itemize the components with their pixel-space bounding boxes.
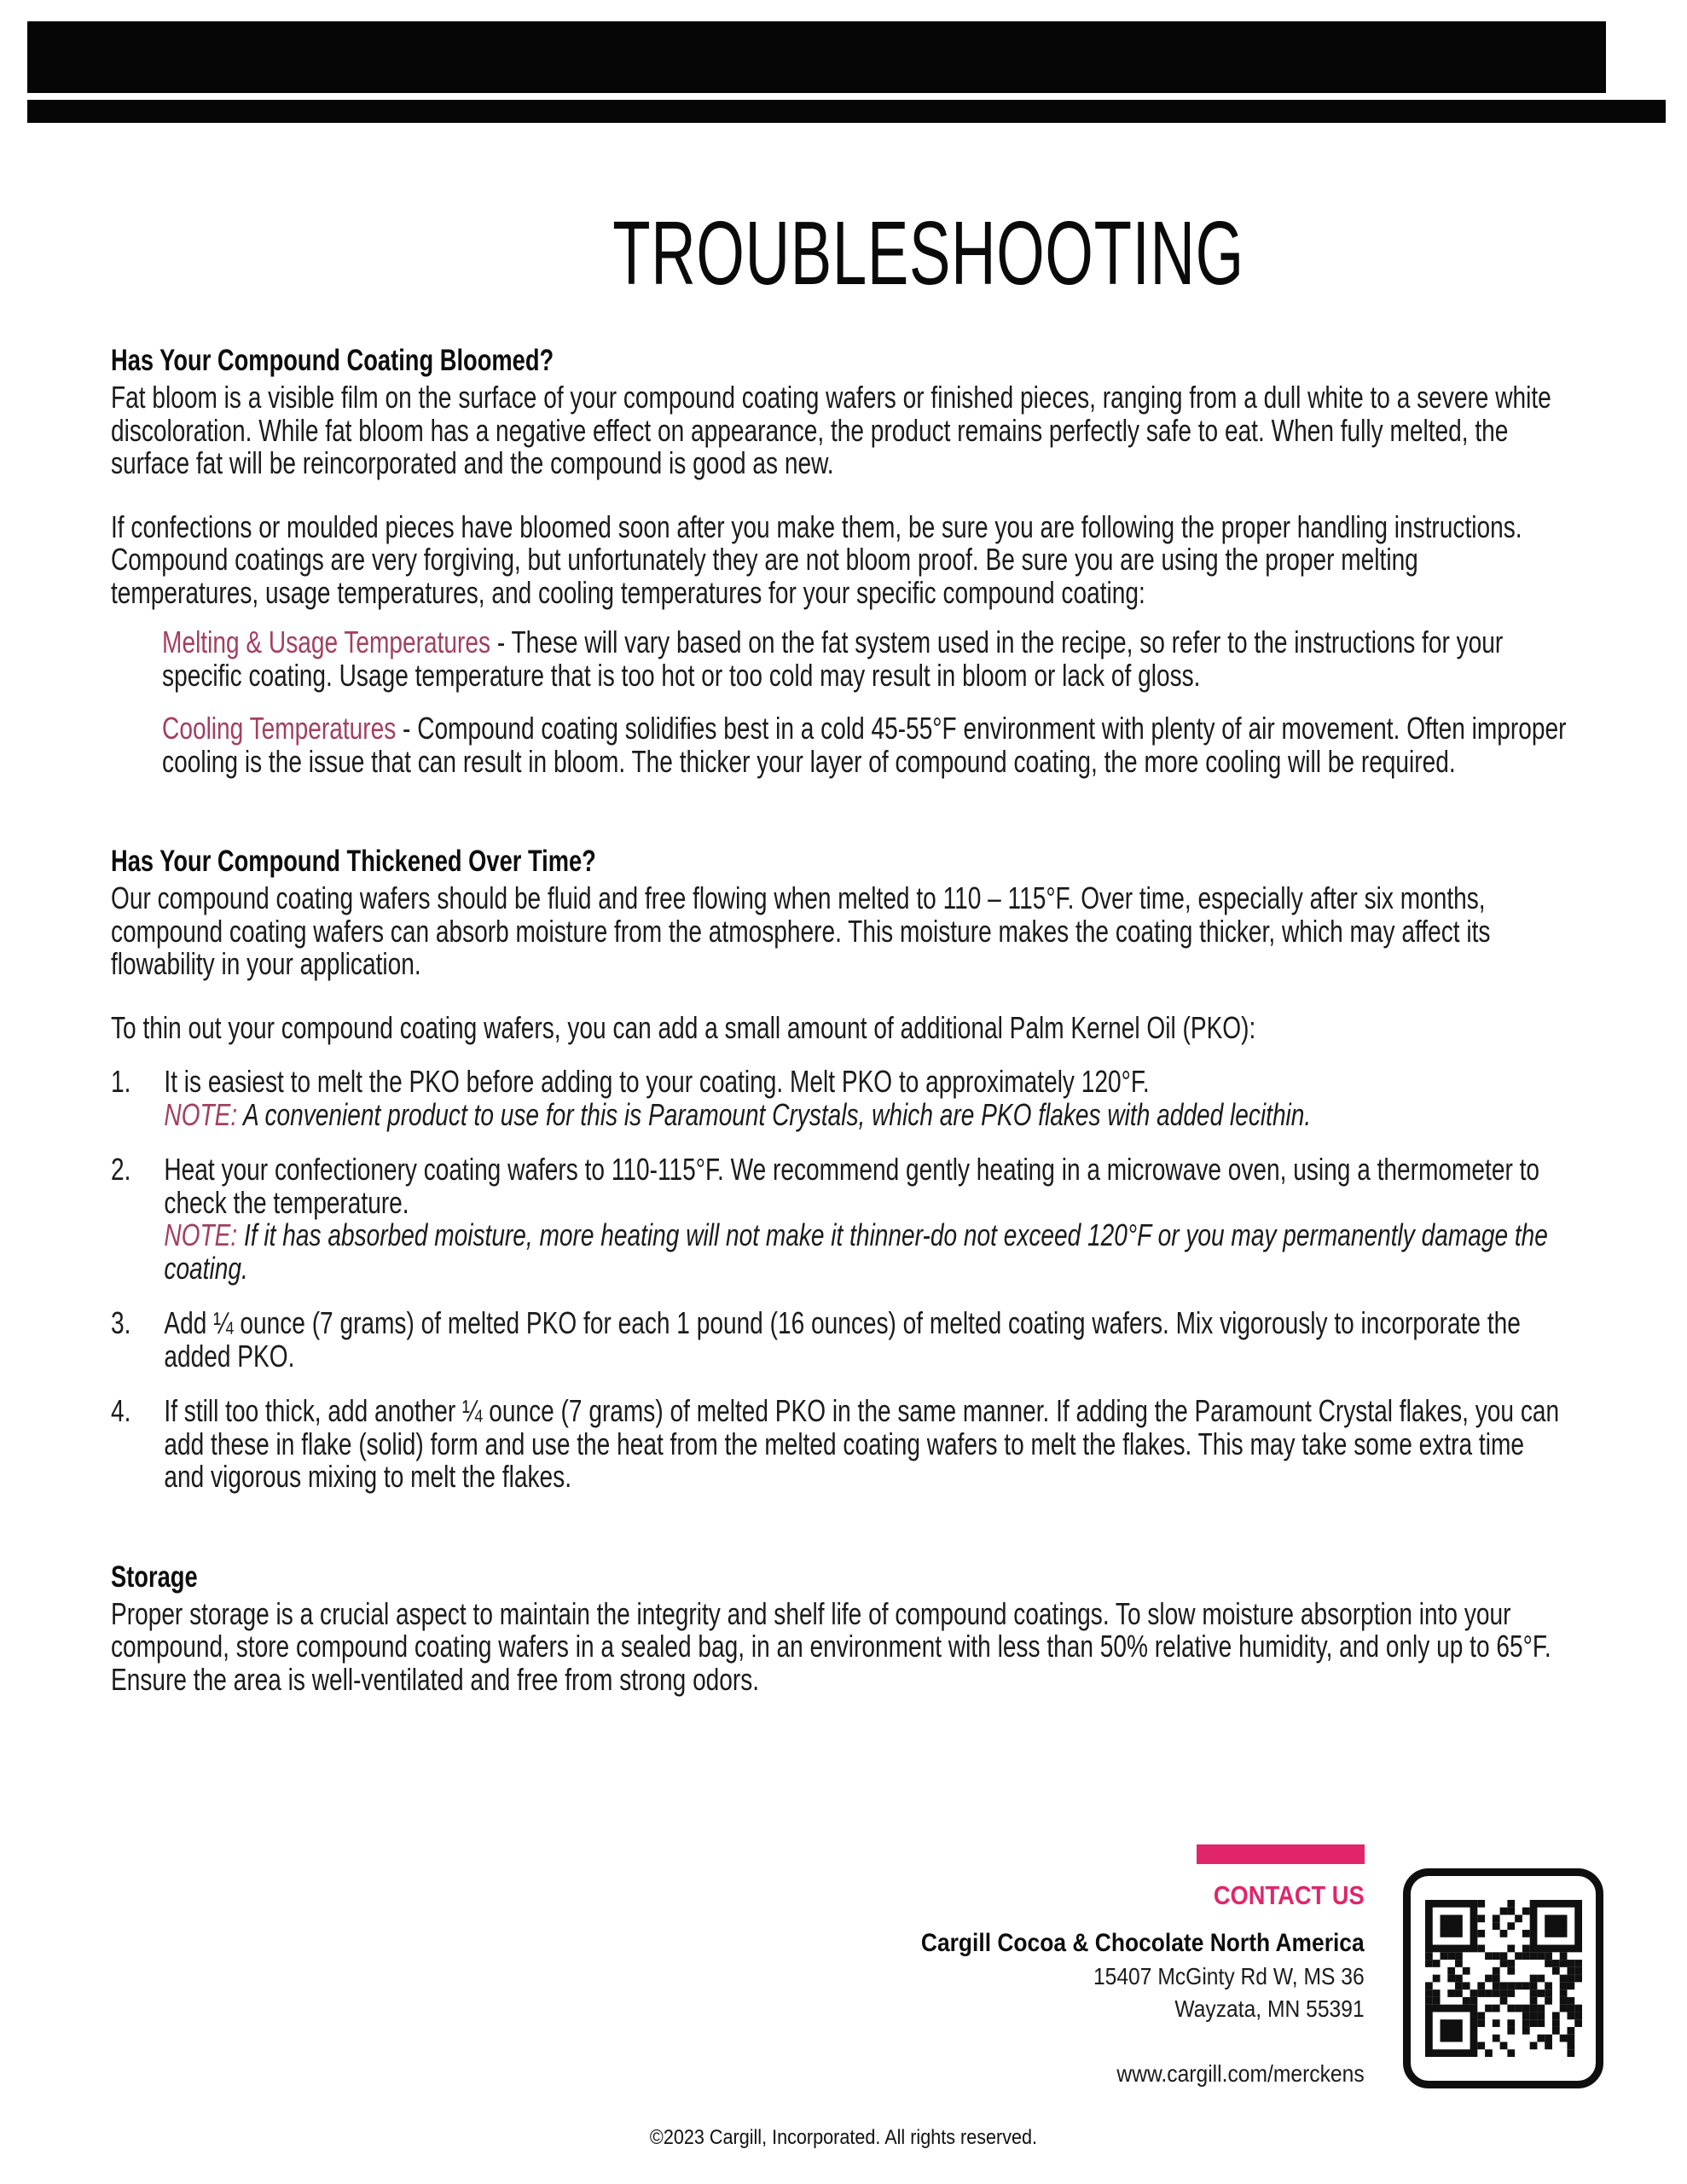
step-number: 3. [111,1305,131,1340]
contact-accent-bar [1197,1844,1365,1864]
footer [0,1826,1687,2184]
note-label: NOTE: [164,1217,238,1252]
callout-separator: - [396,711,418,746]
header-band-top [27,21,1606,93]
section-heading-thickened: Has Your Compound Thickened Over Time? [111,845,596,878]
callout-body: These will vary based on the fat system used in the recipe, so refer to the instructions for your specific coating. Usage temperature that is too hot or too cold may result in bloom or lack of gloss. [162,624,1504,693]
qr-code-modules [1425,1900,1582,2057]
thickened-paragraph-1: Our compound coating wafers should be fluid and free flowing when melted to 110 – 115°F. Over time, especially after six months, compound coating wafers can absorb moisture from the atmosphere. This moisture makes the coating thicker, which may affect its flowability in your application. [111,880,1491,981]
callout-separator: - [490,624,512,659]
section-heading-bloomed: Has Your Compound Coating Bloomed? [111,344,554,377]
callout-lead: Melting & Usage Temperatures [162,624,491,659]
step-note [164,1096,1570,1132]
qr-code [1403,1868,1603,2088]
storage-paragraph: Proper storage is a crucial aspect to maintain the integrity and shelf life of compound coatings. To slow moisture absorption into your compound, store compound coating wafers in a sealed bag, in an environment with less than 50% relative humidity, and only up to 65°F. Ensure the area is well-ventilated and free from strong odors. [111,1595,1551,1697]
note-label: NOTE: [164,1096,238,1132]
step-number: 1. [111,1064,131,1099]
body-column [111,344,1570,1727]
step-text: Heat your confectionery coating wafers to 110-115°F. We recommend gently heating in a microwave oven, using a thermometer to check the temperature. [164,1152,1540,1220]
step-text: If still too thick, add another ¼ ounce (7 grams) of melted PKO in the same manner. If adding the Paramount Crystal flakes, you can add these in flake (solid) form and use the heat from the melted coating wafers to melt the flakes. This may take some extra time and vigorous mixing to melt the flakes. [164,1393,1560,1494]
contact-website: www.cargill.com/merckens [1116,2060,1365,2087]
thickened-paragraph-2: To thin out your compound coating wafers, you can add a small amount of additional Palm Kernel Oil (PKO): [111,1009,1256,1045]
step-text: It is easiest to melt the PKO before adding to your coating. Melt PKO to approximately 120°F. [164,1064,1150,1099]
section-heading-storage: Storage [111,1560,198,1594]
contact-company: Cargill Cocoa & Chocolate North America [921,1929,1365,1957]
header-band-bottom [27,100,1666,123]
contact-block [921,1879,1365,2090]
callout-lead: Cooling Temperatures [162,711,397,746]
step-item-2 [111,1153,1570,1285]
page-title: TROUBLESHOOTING [612,203,1245,304]
bloomed-paragraph-1: Fat bloom is a visible film on the surface of your compound coating wafers or finished pieces, ranging from a dull white to a severe white discoloration. While fat bloom has a negative effect on appearance, the product remains perfectly safe to eat. When fully melted, the surface fat will be reincorporated and the compound is good as new. [111,380,1551,480]
copyright-line: ©2023 Cargill, Incorporated. All rights reserved. [649,2126,1038,2149]
page-title-row [0,203,1687,304]
callout-melting-usage [111,626,1570,692]
note-text: A convenient product to use for this is Paramount Crystals, which are PKO flakes with added lecithin. [237,1096,1312,1132]
step-item-1 [111,1066,1570,1131]
callout-cooling [111,712,1570,778]
step-item-3 [111,1307,1570,1373]
contact-address-line1: 15407 McGinty Rd W, MS 36 [1093,1963,1365,1989]
note-text: If it has absorbed moisture, more heating will not make it thinner-do not exceed 120°F or you may permanently damage the coating. [164,1217,1548,1286]
step-text: Add ¼ ounce (7 grams) of melted PKO for each 1 pound (16 ounces) of melted coating wafers. Mix vigorously to incorporate the added PKO. [164,1305,1521,1374]
step-number: 2. [111,1152,131,1187]
callout-body: Compound coating solidifies best in a cold 45-55°F environment with plenty of air movement. Often improper cooling is the issue that can result in bloom. The thicker your layer of compound coating, the more cooling will be required. [162,711,1567,779]
step-note [164,1219,1570,1285]
pko-steps-list [111,1066,1570,1494]
contact-us-label: CONTACT US [1214,1880,1365,1910]
step-number: 4. [111,1393,131,1428]
contact-address-line2: Wayzata, MN 55391 [1174,1995,1365,2022]
step-item-4 [111,1395,1570,1494]
bloomed-paragraph-2: If confections or moulded pieces have bloomed soon after you make them, be sure you are following the proper handling instructions. Compound coatings are very forgiving, but unfortunately they are not bloom proof. Be sure you are using the proper melting temperatures, usage temperatures, and cooling temperatures for your specific compound coating: [111,508,1522,610]
